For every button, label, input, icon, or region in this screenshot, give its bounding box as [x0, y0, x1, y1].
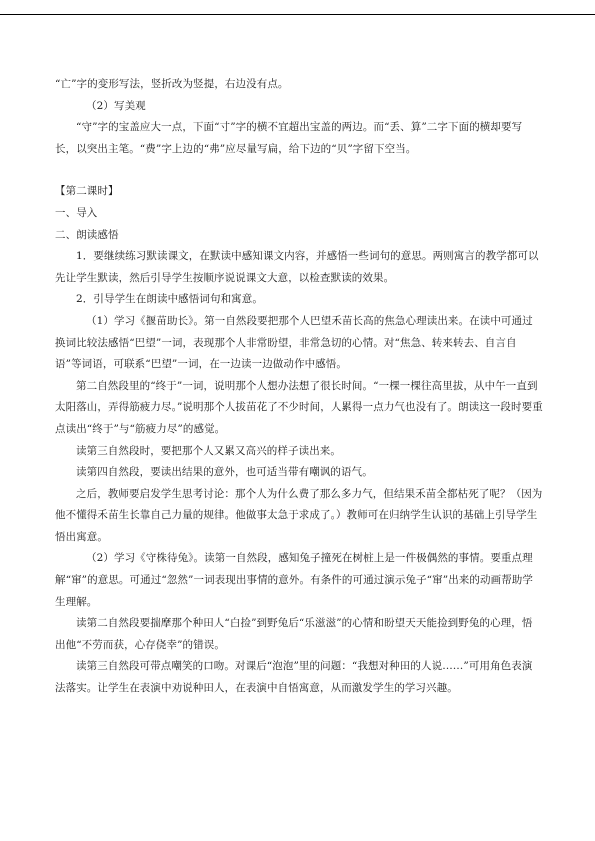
- paragraph: 读第三自然段可带点嘲笑的口吻。对课后“泡泡”里的问题：“我想对种田的人说……”可用角色表演法落实。让学生在表演中劝说种田人，在表演中自悟寓意，从而激发学生的学习兴趣。: [55, 660, 533, 695]
- paragraph: 1．要继续练习默读课文，在默读中感知课文内容，并感悟一些词句的意思。两则寓言的教学都可以先让学生默读，然后引导学生按顺序说说课文大意，以检查默读的效果。: [55, 250, 539, 284]
- paragraph: 【第二课时】: [55, 185, 119, 198]
- paragraph: 2．引导学生在朗读中感悟词句和寓意。: [76, 293, 263, 306]
- paragraph: “亡”字的变形写法，竖折改为竖提，右边没有点。: [55, 78, 289, 90]
- paragraph: 二、朗读感悟: [55, 228, 119, 241]
- document-body: [55, 74, 543, 700]
- paragraph: 读第四自然段，要读出结果的意外，也可适当带有嘲讽的语气。: [76, 466, 373, 479]
- paragraph: 一、导入: [55, 206, 98, 219]
- paragraph: （1）学习《揠苗助长》。第一自然段要把那个人巴望禾苗长高的焦急心理读出来。在读中可通过换词比较法感悟“巴望”一词，表现那个人非常盼望，非常急切的心情。对“焦急、转来转去、自言自语”等词语，可联系“巴望”一词，在一边读一边做动作中感悟。: [55, 314, 533, 371]
- header-rule: [0, 14, 595, 15]
- paragraph-spacer: [55, 160, 543, 181]
- paragraph: 之后，教师要启发学生思考讨论：那个人为什么费了那么多力气，但结果禾苗全都枯死了呢？（因为他不懂得禾苗生长靠自己力量的规律。他做事太急于求成了。）教师可在归纳学生认识的基础上引导学生悟出寓意。: [55, 487, 543, 543]
- paragraph: “守”字的宝盖应大一点，下面“寸”字的横不宜超出宝盖的两边。而“丢、算”二字下面的横却要写长，以突出主笔。“费”字上边的“弗”应尽量写扁，给下边的“贝”字留下空当。: [55, 121, 523, 155]
- paragraph: 读第二自然段要揣摩那个种田人“白捡”到野兔后“乐滋滋”的心情和盼望天天能捡到野兔的心理，悟出他“不劳而获，心存侥幸”的错误。: [55, 617, 533, 651]
- paragraph: （2）学习《守株待兔》。读第一自然段，感知兔子撞死在树桩上是一件极偶然的事情。要重点理解“窜”的意思。可通过“忽然”一词表现出事情的意外。有条件的可通过演示兔子“窜”出来的动画帮助学生理解。: [55, 552, 534, 608]
- paragraph: 读第三自然段时，要把那个人又累又高兴的样子读出来。: [76, 444, 341, 457]
- paragraph: （2）写美观: [86, 99, 146, 112]
- paragraph: 第二自然段里的“终于”一词，说明那个人想办法想了很长时间。“一棵一棵往高里拔，从中午一直到太阳落山，弄得筋疲力尽。”说明那个人拔苗花了不少时间，人累得一点力气也没有了。朗读这一段时要重点读出“终于”与“筋疲力尽”的感觉。: [55, 379, 543, 435]
